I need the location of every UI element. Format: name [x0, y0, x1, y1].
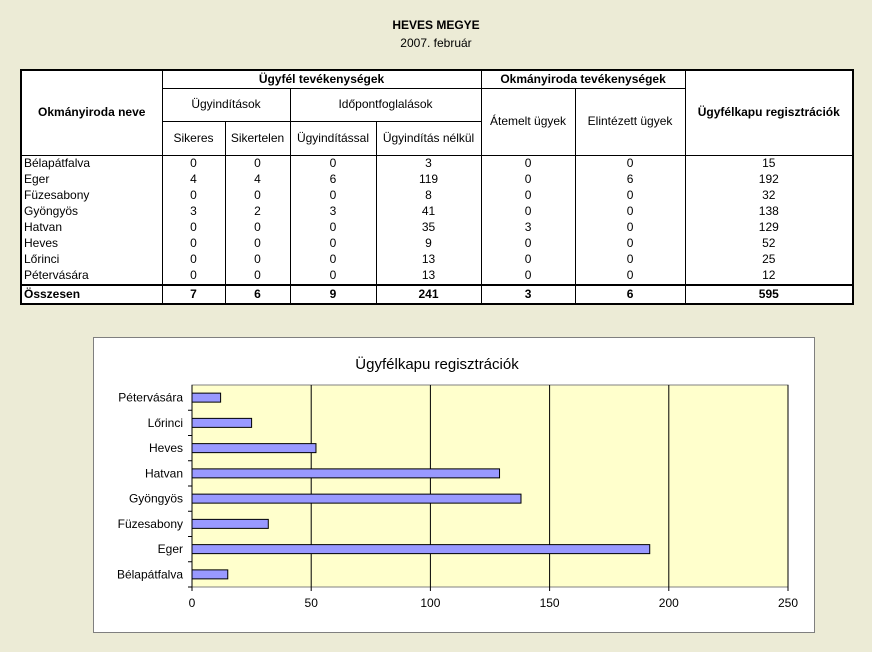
bar — [192, 444, 316, 453]
page-subtitle: 2007. február — [400, 36, 472, 50]
y-category-label: Bélapátfalva — [116, 567, 183, 582]
table-cell: 0 — [575, 268, 685, 285]
table-cell: 0 — [575, 236, 685, 252]
x-tick-label: 0 — [188, 596, 196, 610]
header-forwarded: Átemelt ügyek — [481, 88, 575, 155]
office-name: Gyöngyös — [21, 204, 162, 220]
table-row — [21, 204, 853, 220]
table-cell: 0 — [290, 236, 376, 252]
office-name: Füzesabony — [21, 188, 162, 204]
table-total-row — [21, 285, 853, 304]
table-row — [21, 268, 853, 285]
bar — [192, 469, 500, 478]
y-category-label: Eger — [157, 542, 183, 557]
table-cell: 9 — [290, 285, 376, 304]
header-portal-registrations: Ügyfélkapu regisztrációk — [685, 70, 853, 155]
chart-svg — [94, 338, 814, 632]
x-tick-label: 250 — [777, 596, 799, 610]
table-cell: 6 — [575, 285, 685, 304]
table-cell: 6 — [225, 285, 290, 304]
bar — [192, 418, 252, 427]
header-bookings: Időpontfoglalások — [290, 88, 481, 121]
header-handled: Elintézett ügyek — [575, 88, 685, 155]
table-cell: 595 — [685, 285, 853, 304]
bar-chart — [93, 337, 815, 633]
page-title: HEVES MEGYE — [392, 18, 480, 32]
x-tick-label: 100 — [420, 596, 441, 610]
office-name: Bélapátfalva — [21, 155, 162, 172]
y-category-label: Hatvan — [144, 466, 183, 481]
table-cell: 0 — [162, 188, 225, 204]
table-cell: 9 — [376, 236, 481, 252]
bar — [192, 545, 650, 554]
table-cell: 0 — [162, 236, 225, 252]
table-cell: 119 — [376, 172, 481, 188]
statistics-table — [20, 69, 854, 305]
table-cell: 4 — [225, 172, 290, 188]
table-row — [21, 252, 853, 268]
y-category-label: Gyöngyös — [128, 491, 183, 506]
table-cell: 0 — [575, 252, 685, 268]
table-cell: 0 — [481, 252, 575, 268]
header-office-activities: Okmányiroda tevékenységek — [481, 70, 685, 88]
office-name: Hatvan — [21, 220, 162, 236]
table-cell: 7 — [162, 285, 225, 304]
table-cell: 0 — [162, 252, 225, 268]
table-cell: 0 — [225, 268, 290, 285]
table-cell: 0 — [162, 220, 225, 236]
table-row — [21, 220, 853, 236]
bar — [192, 570, 228, 579]
table-cell: 0 — [575, 220, 685, 236]
bar — [192, 494, 521, 503]
table-row — [21, 172, 853, 188]
table-cell: 12 — [685, 268, 853, 285]
table-cell: 3 — [290, 204, 376, 220]
x-tick-label: 200 — [658, 596, 679, 610]
table-cell: 0 — [225, 155, 290, 172]
header-initiations: Ügyindítások — [162, 88, 290, 121]
table-cell: 0 — [225, 236, 290, 252]
office-name: Heves — [21, 236, 162, 252]
table-cell: 4 — [162, 172, 225, 188]
table-cell: 41 — [376, 204, 481, 220]
table-cell: 0 — [481, 172, 575, 188]
table-cell: 25 — [685, 252, 853, 268]
table-cell: 129 — [685, 220, 853, 236]
table-cell: 0 — [481, 204, 575, 220]
table-cell: 13 — [376, 268, 481, 285]
x-tick-label: 50 — [304, 596, 318, 610]
table-cell: 13 — [376, 252, 481, 268]
header-office-name: Okmányiroda neve — [21, 70, 162, 155]
table-cell: 3 — [481, 285, 575, 304]
table-cell: 0 — [481, 268, 575, 285]
chart-title: Ügyfélkapu regisztrációk — [355, 356, 519, 373]
table-cell: 241 — [376, 285, 481, 304]
table-cell: 32 — [685, 188, 853, 204]
table-cell: 35 — [376, 220, 481, 236]
table-cell: 0 — [290, 252, 376, 268]
bar — [192, 519, 268, 528]
table-cell: 15 — [685, 155, 853, 172]
table-cell: 0 — [481, 236, 575, 252]
table-row — [21, 188, 853, 204]
table-cell: 192 — [685, 172, 853, 188]
table-cell: 0 — [225, 252, 290, 268]
table-cell: 138 — [685, 204, 853, 220]
y-category-label: Pétervására — [118, 390, 183, 405]
table-cell: 0 — [290, 220, 376, 236]
table-cell: 0 — [575, 204, 685, 220]
x-tick-label: 150 — [539, 596, 560, 610]
table-cell: 0 — [290, 155, 376, 172]
table-cell: 3 — [376, 155, 481, 172]
table-cell: 0 — [225, 188, 290, 204]
table-cell: 3 — [162, 204, 225, 220]
total-label: Összesen — [21, 285, 162, 304]
header-without-init: Ügyindítás nélkül — [376, 121, 481, 155]
table-cell: 0 — [481, 155, 575, 172]
header-success: Sikeres — [162, 121, 225, 155]
table-cell: 52 — [685, 236, 853, 252]
header-fail: Sikertelen — [225, 121, 290, 155]
office-name: Eger — [21, 172, 162, 188]
table-cell: 0 — [290, 188, 376, 204]
office-name: Lőrinci — [21, 252, 162, 268]
table-cell: 0 — [162, 155, 225, 172]
table-cell: 0 — [481, 188, 575, 204]
y-category-label: Füzesabony — [117, 516, 183, 531]
table-row — [21, 236, 853, 252]
table-cell: 0 — [225, 220, 290, 236]
header-client-activities: Ügyfél tevékenységek — [162, 70, 481, 88]
plot-area — [192, 385, 788, 587]
table-cell: 6 — [290, 172, 376, 188]
table-cell: 0 — [575, 155, 685, 172]
table-cell: 3 — [481, 220, 575, 236]
table-cell: 8 — [376, 188, 481, 204]
y-category-label: Heves — [148, 441, 183, 456]
table-row — [21, 155, 853, 172]
table-cell: 0 — [162, 268, 225, 285]
y-category-label: Lőrinci — [147, 415, 183, 430]
table-cell: 0 — [575, 188, 685, 204]
table-cell: 0 — [290, 268, 376, 285]
office-name: Pétervására — [21, 268, 162, 285]
header-with-init: Ügyindítással — [290, 121, 376, 155]
bar — [192, 393, 221, 402]
table-cell: 6 — [575, 172, 685, 188]
table-cell: 2 — [225, 204, 290, 220]
